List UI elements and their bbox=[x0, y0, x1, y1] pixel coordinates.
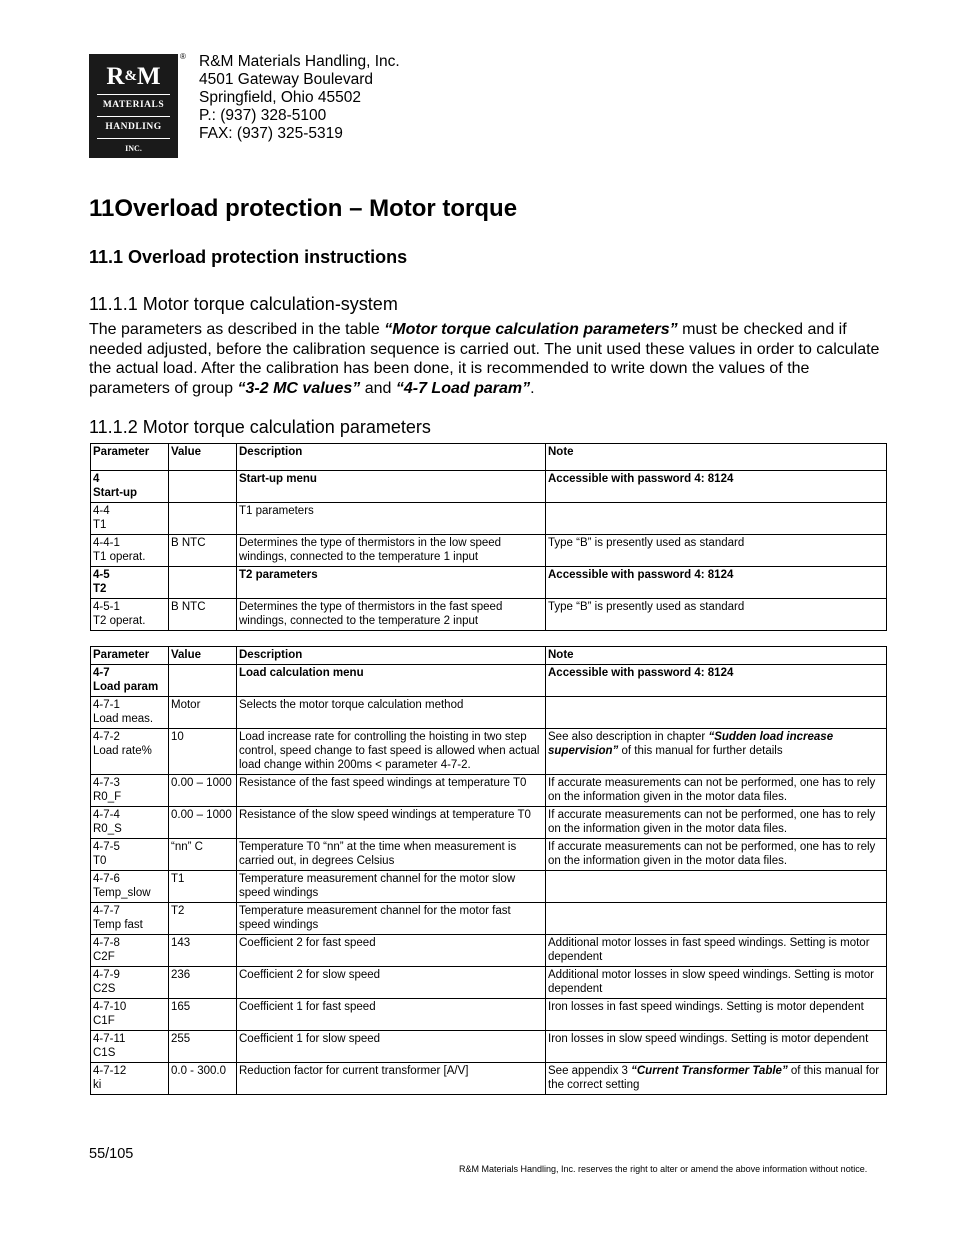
param-id: 4-7-7 bbox=[93, 905, 120, 917]
note-cell bbox=[546, 503, 887, 535]
param-name: T1 bbox=[93, 519, 107, 531]
table-header-row bbox=[91, 647, 887, 665]
note-cell: Accessible with password 4: 8124 bbox=[546, 567, 887, 599]
value-cell: Motor bbox=[169, 697, 237, 729]
param-id: 4-7-10 bbox=[93, 1001, 127, 1013]
value-cell: 255 bbox=[169, 1031, 237, 1063]
note-cell bbox=[546, 903, 887, 935]
param-name: Load param bbox=[93, 681, 159, 693]
param-name: ki bbox=[93, 1079, 102, 1091]
description-cell: Start-up menu bbox=[237, 471, 546, 503]
chapter-title: 11Overload protection – Motor torque bbox=[89, 195, 518, 222]
value-cell: 143 bbox=[169, 935, 237, 967]
table-row bbox=[91, 665, 887, 697]
table-row bbox=[91, 471, 887, 503]
param-id: 4-7-4 bbox=[93, 809, 120, 821]
param-name: C2F bbox=[93, 951, 115, 963]
value-cell: 236 bbox=[169, 967, 237, 999]
param-id: 4-7-8 bbox=[93, 937, 120, 949]
note-text: See also description in chapter bbox=[548, 731, 709, 743]
table-row bbox=[91, 775, 887, 807]
parameters-table-startup bbox=[90, 443, 887, 631]
table-row bbox=[91, 1063, 887, 1095]
company-city: Springfield, Ohio 45502 bbox=[199, 89, 362, 106]
param-id: 4-7-9 bbox=[93, 969, 120, 981]
description-cell: Coefficient 2 for fast speed bbox=[237, 935, 546, 967]
param-id: 4 bbox=[93, 473, 100, 485]
table-row bbox=[91, 807, 887, 839]
param-name: Load rate% bbox=[93, 745, 152, 757]
note-cell: Accessible with password 4: 8124 bbox=[546, 471, 887, 503]
subsection-title-calculation-system: 11.1.1 Motor torque calculation-system bbox=[89, 294, 398, 314]
company-phone: P.: (937) 328-5100 bbox=[199, 107, 327, 124]
param-name: C2S bbox=[93, 983, 116, 995]
description-cell: Load calculation menu bbox=[237, 665, 546, 697]
value-cell: “nn” C bbox=[169, 839, 237, 871]
table-row bbox=[91, 1031, 887, 1063]
table-row bbox=[91, 935, 887, 967]
table-row bbox=[91, 697, 887, 729]
table-row bbox=[91, 503, 887, 535]
description-cell: Determines the type of thermistors in the fast speed windings, connected to the temperature 2 input bbox=[237, 599, 546, 631]
note-cell: Additional motor losses in slow speed windings. Setting is motor dependent bbox=[546, 967, 887, 999]
description-cell: Temperature measurement channel for the motor slow speed windings bbox=[237, 871, 546, 903]
table-row bbox=[91, 871, 887, 903]
param-name: R0_S bbox=[93, 823, 122, 835]
footer-disclaimer: R&M Materials Handling, Inc. reserves the right to alter or amend the above information without notice. bbox=[459, 1164, 868, 1174]
param-cell bbox=[91, 535, 169, 567]
company-street: 4501 Gateway Boulevard bbox=[199, 71, 374, 88]
description-cell: Selects the motor torque calculation method bbox=[237, 697, 546, 729]
param-cell bbox=[91, 697, 169, 729]
param-id: 4-4 bbox=[93, 505, 110, 517]
note-cell bbox=[546, 729, 887, 775]
param-id: 4-7-3 bbox=[93, 777, 120, 789]
header-note: Note bbox=[546, 444, 887, 471]
note-cell: If accurate measurements can not be performed, one has to rely on the information given in the motor data files. bbox=[546, 839, 887, 871]
param-cell bbox=[91, 471, 169, 503]
param-cell bbox=[91, 503, 169, 535]
param-name: Load meas. bbox=[93, 713, 154, 725]
param-cell bbox=[91, 871, 169, 903]
note-cell bbox=[546, 697, 887, 729]
param-id: 4-7-11 bbox=[93, 1033, 126, 1045]
value-cell: B NTC bbox=[169, 535, 237, 567]
note-cell: Iron losses in fast speed windings. Setting is motor dependent bbox=[546, 999, 887, 1031]
header-value: Value bbox=[169, 647, 237, 665]
header-desc: Description bbox=[237, 647, 546, 665]
param-cell bbox=[91, 1063, 169, 1095]
param-cell bbox=[91, 1031, 169, 1063]
value-cell: 0.00 – 1000 bbox=[169, 775, 237, 807]
param-name: C1S bbox=[93, 1047, 116, 1059]
param-id: 4-7-1 bbox=[93, 699, 120, 711]
description-cell: Temperature measurement channel for the motor fast speed windings bbox=[237, 903, 546, 935]
param-cell bbox=[91, 729, 169, 775]
page-number: 55/105 bbox=[89, 1146, 134, 1162]
value-cell bbox=[169, 665, 237, 697]
note-reference: “Current Transformer Table” bbox=[631, 1065, 788, 1077]
description-cell: Coefficient 1 for slow speed bbox=[237, 1031, 546, 1063]
intro-paragraph: The parameters as described in the table “Motor torque calculation parameters” must be checked and if needed adjusted, before the calibration sequence is carried out. The unit used these values in order to calculate the actual load. After the calibration has been done, it is recommended to write down the values of the parameters of group “3-2 MC values” and “4-7 Load param”. bbox=[89, 321, 880, 397]
param-id: 4-7-5 bbox=[93, 841, 120, 853]
note-cell: Accessible with password 4: 8124 bbox=[546, 665, 887, 697]
header-param: Parameter bbox=[91, 647, 169, 665]
company-logo: R&M MATERIALS HANDLING INC. bbox=[89, 54, 178, 158]
table-row bbox=[91, 839, 887, 871]
value-cell bbox=[169, 567, 237, 599]
company-fax: FAX: (937) 325-5319 bbox=[199, 125, 343, 142]
header-desc: Description bbox=[237, 444, 546, 471]
table-header-row bbox=[91, 444, 887, 471]
note-text: of this manual for further details bbox=[618, 745, 783, 757]
description-cell: Determines the type of thermistors in the low speed windings, connected to the temperature 1 input bbox=[237, 535, 546, 567]
value-cell bbox=[169, 503, 237, 535]
param-cell bbox=[91, 567, 169, 599]
table-row bbox=[91, 599, 887, 631]
param-name: Temp_slow bbox=[93, 887, 151, 899]
note-cell bbox=[546, 871, 887, 903]
param-name: T2 bbox=[93, 583, 107, 595]
param-id: 4-7-12 bbox=[93, 1065, 127, 1077]
company-name: R&M Materials Handling, Inc. bbox=[199, 53, 400, 70]
param-name: T1 operat. bbox=[93, 551, 146, 563]
param-name: C1F bbox=[93, 1015, 115, 1027]
param-cell bbox=[91, 775, 169, 807]
note-cell: Iron losses in slow speed windings. Setting is motor dependent bbox=[546, 1031, 887, 1063]
param-cell bbox=[91, 999, 169, 1031]
header-param: Parameter bbox=[91, 444, 169, 471]
section-title: 11.1 Overload protection instructions bbox=[89, 247, 408, 267]
param-name: Start-up bbox=[93, 487, 138, 499]
description-cell: Reduction factor for current transformer [A/V] bbox=[237, 1063, 546, 1095]
param-cell bbox=[91, 839, 169, 871]
table-row bbox=[91, 967, 887, 999]
note-cell bbox=[546, 1063, 887, 1095]
param-id: 4-7-6 bbox=[93, 873, 120, 885]
subsection-title-parameters: 11.1.2 Motor torque calculation parameters bbox=[89, 417, 431, 437]
note-cell: Type “B” is presently used as standard bbox=[546, 599, 887, 631]
description-cell: Load increase rate for controlling the hoisting in two step control, speed change to fast speed is allowed when actual load change within 200ms < parameter 4-7-2. bbox=[237, 729, 546, 775]
note-cell: Type “B” is presently used as standard bbox=[546, 535, 887, 567]
value-cell: T1 bbox=[169, 871, 237, 903]
note-cell: Additional motor losses in fast speed windings. Setting is motor dependent bbox=[546, 935, 887, 967]
param-id: 4-5 bbox=[93, 569, 110, 581]
param-id: 4-4-1 bbox=[93, 537, 120, 549]
value-cell: 0.00 – 1000 bbox=[169, 807, 237, 839]
note-cell: If accurate measurements can not be performed, one has to rely on the information given in the motor data files. bbox=[546, 775, 887, 807]
value-cell: 10 bbox=[169, 729, 237, 775]
note-cell: If accurate measurements can not be performed, one has to rely on the information given in the motor data files. bbox=[546, 807, 887, 839]
description-cell: Resistance of the fast speed windings at temperature T0 bbox=[237, 775, 546, 807]
param-cell bbox=[91, 903, 169, 935]
value-cell: 0.0 - 300.0 bbox=[169, 1063, 237, 1095]
table-row bbox=[91, 729, 887, 775]
param-cell bbox=[91, 935, 169, 967]
param-cell bbox=[91, 967, 169, 999]
description-cell: T2 parameters bbox=[237, 567, 546, 599]
table-row bbox=[91, 903, 887, 935]
note-text: of this manual for the correct setting bbox=[548, 1065, 880, 1091]
parameters-table-load bbox=[90, 646, 887, 1095]
description-cell: Coefficient 2 for slow speed bbox=[237, 967, 546, 999]
value-cell: B NTC bbox=[169, 599, 237, 631]
table-row bbox=[91, 535, 887, 567]
header-value: Value bbox=[169, 444, 237, 471]
table-row bbox=[91, 567, 887, 599]
note-text: See appendix 3 bbox=[548, 1065, 632, 1077]
param-id: 4-5-1 bbox=[93, 601, 120, 613]
param-cell bbox=[91, 807, 169, 839]
note-reference: “Sudden load increase supervision” bbox=[548, 731, 834, 757]
value-cell: T2 bbox=[169, 903, 237, 935]
param-name: R0_F bbox=[93, 791, 122, 803]
description-cell: T1 parameters bbox=[237, 503, 546, 535]
value-cell bbox=[169, 471, 237, 503]
param-name: Temp fast bbox=[93, 919, 143, 931]
value-cell: 165 bbox=[169, 999, 237, 1031]
description-cell: Coefficient 1 for fast speed bbox=[237, 999, 546, 1031]
registered-mark: ® bbox=[180, 52, 186, 61]
header-note: Note bbox=[546, 647, 887, 665]
param-cell bbox=[91, 665, 169, 697]
description-cell: Resistance of the slow speed windings at temperature T0 bbox=[237, 807, 546, 839]
param-name: T0 bbox=[93, 855, 107, 867]
param-cell bbox=[91, 599, 169, 631]
param-id: 4-7 bbox=[93, 667, 110, 679]
param-id: 4-7-2 bbox=[93, 731, 120, 743]
table-row bbox=[91, 999, 887, 1031]
param-name: T2 operat. bbox=[93, 615, 146, 627]
company-address bbox=[199, 53, 400, 143]
description-cell: Temperature T0 “nn” at the time when measurement is carried out, in degrees Celsius bbox=[237, 839, 546, 871]
